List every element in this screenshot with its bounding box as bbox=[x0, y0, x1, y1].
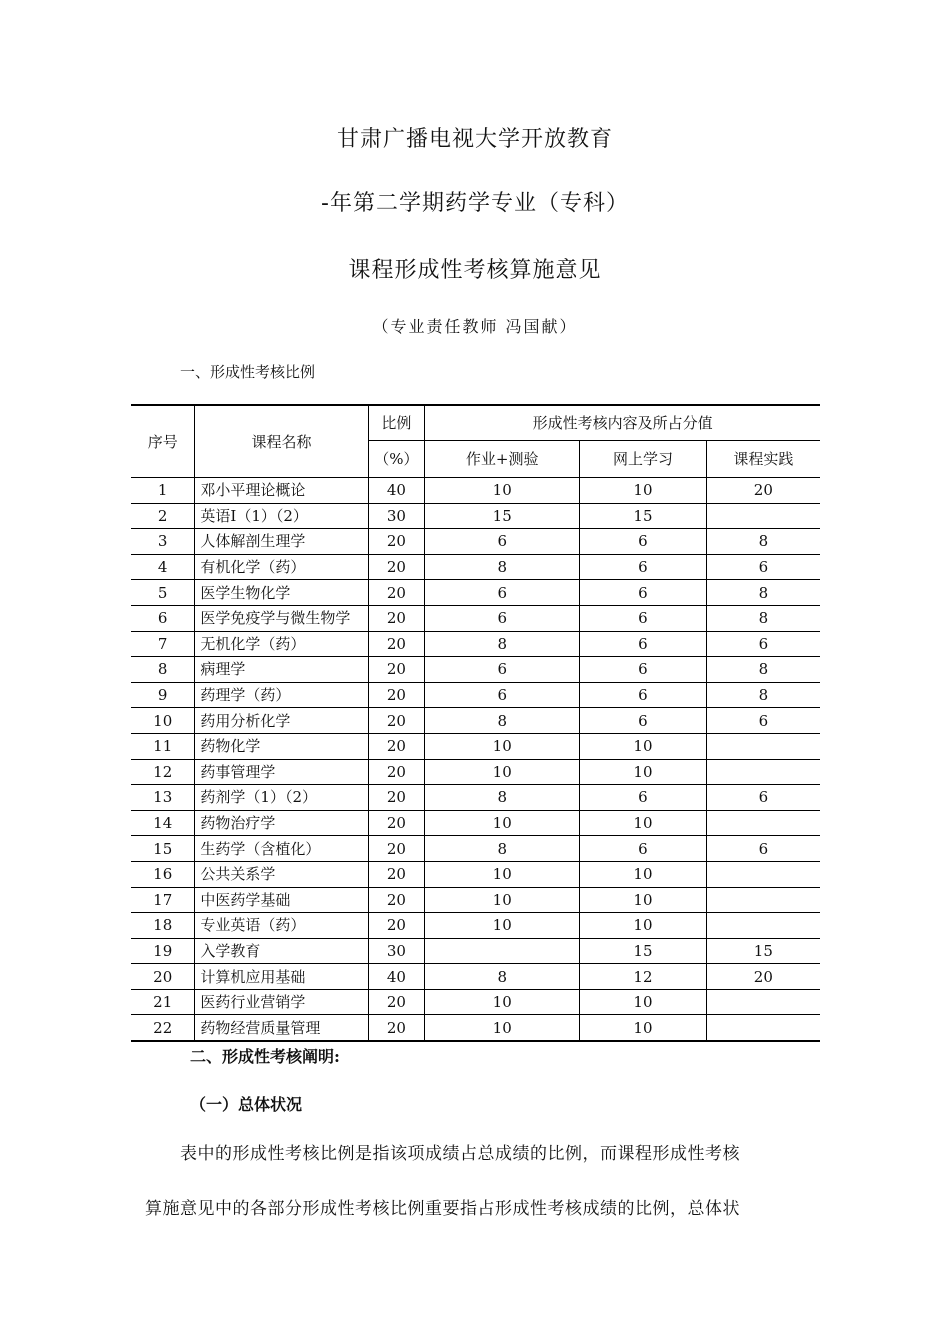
cell-seq: 1 bbox=[131, 478, 195, 504]
table-row bbox=[131, 785, 820, 811]
cell-seq: 2 bbox=[131, 503, 195, 529]
cell-online-learning: 10 bbox=[580, 810, 706, 836]
cell-course-name: 入学教育 bbox=[195, 938, 368, 964]
cell-homework-test: 10 bbox=[425, 733, 580, 759]
cell-course-practice: 20 bbox=[706, 964, 820, 990]
cell-course-practice bbox=[706, 913, 820, 939]
cell-homework-test: 8 bbox=[425, 964, 580, 990]
cell-seq: 6 bbox=[131, 605, 195, 631]
header-homework-test: 作业+测验 bbox=[425, 441, 580, 478]
cell-homework-test: 10 bbox=[425, 913, 580, 939]
cell-course-practice: 6 bbox=[706, 631, 820, 657]
cell-homework-test: 8 bbox=[425, 785, 580, 811]
cell-homework-test: 10 bbox=[425, 759, 580, 785]
cell-seq: 3 bbox=[131, 529, 195, 555]
table-row bbox=[131, 554, 820, 580]
responsible-teacher: （专业责任教师 冯国献） bbox=[372, 317, 578, 336]
cell-course-name: 中医药学基础 bbox=[195, 887, 368, 913]
table-row bbox=[131, 989, 820, 1015]
cell-homework-test: 10 bbox=[425, 810, 580, 836]
table-row bbox=[131, 529, 820, 555]
cell-course-name: 药用分析化学 bbox=[195, 708, 368, 734]
cell-ratio: 20 bbox=[368, 529, 425, 555]
header-ratio: 比例 bbox=[368, 405, 425, 441]
cell-ratio: 20 bbox=[368, 682, 425, 708]
cell-ratio: 20 bbox=[368, 554, 425, 580]
header-ratio-unit: （%） bbox=[368, 441, 425, 478]
cell-course-name: 药理学（药） bbox=[195, 682, 368, 708]
cell-ratio: 20 bbox=[368, 657, 425, 683]
cell-seq: 19 bbox=[131, 938, 195, 964]
cell-homework-test: 8 bbox=[425, 554, 580, 580]
cell-ratio: 20 bbox=[368, 785, 425, 811]
cell-course-practice bbox=[706, 503, 820, 529]
cell-seq: 10 bbox=[131, 708, 195, 734]
cell-course-name: 药剂学（1）（2） bbox=[195, 785, 368, 811]
cell-course-practice bbox=[706, 887, 820, 913]
cell-online-learning: 10 bbox=[580, 989, 706, 1015]
cell-course-practice: 8 bbox=[706, 580, 820, 606]
cell-homework-test: 8 bbox=[425, 836, 580, 862]
cell-online-learning: 10 bbox=[580, 1015, 706, 1041]
cell-ratio: 20 bbox=[368, 861, 425, 887]
table-row bbox=[131, 759, 820, 785]
cell-seq: 12 bbox=[131, 759, 195, 785]
cell-online-learning: 15 bbox=[580, 503, 706, 529]
cell-ratio: 20 bbox=[368, 733, 425, 759]
cell-ratio: 20 bbox=[368, 989, 425, 1015]
cell-seq: 11 bbox=[131, 733, 195, 759]
cell-online-learning: 10 bbox=[580, 733, 706, 759]
cell-course-name: 英语Ⅰ（1）（2） bbox=[195, 503, 368, 529]
cell-homework-test: 15 bbox=[425, 503, 580, 529]
cell-ratio: 30 bbox=[368, 938, 425, 964]
cell-ratio: 20 bbox=[368, 1015, 425, 1041]
cell-course-practice: 6 bbox=[706, 836, 820, 862]
cell-seq: 20 bbox=[131, 964, 195, 990]
table-row bbox=[131, 580, 820, 606]
cell-course-name: 无机化学（药） bbox=[195, 631, 368, 657]
cell-online-learning: 10 bbox=[580, 478, 706, 504]
table-row bbox=[131, 733, 820, 759]
cell-course-name: 人体解剖生理学 bbox=[195, 529, 368, 555]
cell-homework-test: 10 bbox=[425, 989, 580, 1015]
table-row bbox=[131, 503, 820, 529]
cell-online-learning: 12 bbox=[580, 964, 706, 990]
table-row bbox=[131, 631, 820, 657]
cell-course-name: 计算机应用基础 bbox=[195, 964, 368, 990]
section-heading-2: 二、形成性考核阐明: bbox=[190, 1047, 340, 1066]
cell-homework-test: 6 bbox=[425, 580, 580, 606]
cell-ratio: 20 bbox=[368, 913, 425, 939]
cell-homework-test: 8 bbox=[425, 631, 580, 657]
cell-course-name: 邓小平理论概论 bbox=[195, 478, 368, 504]
cell-online-learning: 6 bbox=[580, 529, 706, 555]
cell-online-learning: 6 bbox=[580, 605, 706, 631]
document-title-line1: 甘肃广播电视大学开放教育 bbox=[336, 127, 613, 152]
section-heading-1: 一、形成性考核比例 bbox=[180, 363, 316, 381]
cell-homework-test: 6 bbox=[425, 657, 580, 683]
cell-homework-test bbox=[425, 938, 580, 964]
table-row bbox=[131, 605, 820, 631]
cell-homework-test: 10 bbox=[425, 1015, 580, 1041]
cell-online-learning: 10 bbox=[580, 887, 706, 913]
paragraph-line-2: 算施意见中的各部分形成性考核比例重要指占形成性考核成绩的比例，总体状 bbox=[145, 1199, 740, 1219]
cell-homework-test: 6 bbox=[425, 529, 580, 555]
cell-ratio: 20 bbox=[368, 887, 425, 913]
table-row bbox=[131, 938, 820, 964]
cell-seq: 5 bbox=[131, 580, 195, 606]
header-online-learning: 网上学习 bbox=[580, 441, 706, 478]
cell-online-learning: 6 bbox=[580, 580, 706, 606]
cell-seq: 14 bbox=[131, 810, 195, 836]
cell-seq: 7 bbox=[131, 631, 195, 657]
cell-course-name: 药物化学 bbox=[195, 733, 368, 759]
table-row bbox=[131, 913, 820, 939]
cell-online-learning: 10 bbox=[580, 759, 706, 785]
cell-homework-test: 6 bbox=[425, 605, 580, 631]
cell-ratio: 30 bbox=[368, 503, 425, 529]
cell-course-name: 药物治疗学 bbox=[195, 810, 368, 836]
table-row bbox=[131, 1015, 820, 1041]
cell-course-practice bbox=[706, 1015, 820, 1041]
cell-ratio: 40 bbox=[368, 964, 425, 990]
assessment-ratio-table bbox=[131, 404, 820, 1042]
cell-online-learning: 6 bbox=[580, 631, 706, 657]
cell-ratio: 20 bbox=[368, 759, 425, 785]
table-row bbox=[131, 861, 820, 887]
cell-ratio: 20 bbox=[368, 708, 425, 734]
table-row bbox=[131, 657, 820, 683]
cell-homework-test: 10 bbox=[425, 861, 580, 887]
header-course-practice: 课程实践 bbox=[706, 441, 820, 478]
cell-course-practice bbox=[706, 810, 820, 836]
cell-course-name: 有机化学（药） bbox=[195, 554, 368, 580]
cell-course-name: 药事管理学 bbox=[195, 759, 368, 785]
cell-online-learning: 6 bbox=[580, 785, 706, 811]
cell-course-practice bbox=[706, 759, 820, 785]
cell-course-practice: 6 bbox=[706, 554, 820, 580]
table-row bbox=[131, 887, 820, 913]
cell-course-practice: 15 bbox=[706, 938, 820, 964]
cell-course-practice: 8 bbox=[706, 529, 820, 555]
cell-ratio: 20 bbox=[368, 580, 425, 606]
cell-seq: 22 bbox=[131, 1015, 195, 1041]
cell-course-name: 医药行业营销学 bbox=[195, 989, 368, 1015]
cell-course-practice: 6 bbox=[706, 708, 820, 734]
header-seq: 序号 bbox=[131, 405, 195, 478]
cell-seq: 21 bbox=[131, 989, 195, 1015]
cell-seq: 15 bbox=[131, 836, 195, 862]
cell-homework-test: 8 bbox=[425, 708, 580, 734]
cell-course-name: 公共关系学 bbox=[195, 861, 368, 887]
header-course-name: 课程名称 bbox=[195, 405, 368, 478]
cell-course-practice bbox=[706, 989, 820, 1015]
cell-seq: 13 bbox=[131, 785, 195, 811]
cell-homework-test: 10 bbox=[425, 478, 580, 504]
cell-course-name: 专业英语（药） bbox=[195, 913, 368, 939]
cell-online-learning: 6 bbox=[580, 708, 706, 734]
cell-online-learning: 6 bbox=[580, 682, 706, 708]
cell-seq: 9 bbox=[131, 682, 195, 708]
header-assessment-content: 形成性考核内容及所占分值 bbox=[425, 405, 820, 441]
table-row bbox=[131, 682, 820, 708]
cell-course-name: 医学生物化学 bbox=[195, 580, 368, 606]
cell-online-learning: 10 bbox=[580, 861, 706, 887]
cell-online-learning: 6 bbox=[580, 657, 706, 683]
cell-course-name: 病理学 bbox=[195, 657, 368, 683]
cell-homework-test: 10 bbox=[425, 887, 580, 913]
cell-online-learning: 6 bbox=[580, 554, 706, 580]
cell-course-practice bbox=[706, 733, 820, 759]
document-title-line3: 课程形成性考核算施意见 bbox=[348, 258, 602, 283]
cell-ratio: 20 bbox=[368, 605, 425, 631]
cell-seq: 18 bbox=[131, 913, 195, 939]
cell-course-name: 医学免疫学与微生物学 bbox=[195, 605, 368, 631]
table-row bbox=[131, 964, 820, 990]
cell-course-practice: 8 bbox=[706, 682, 820, 708]
cell-seq: 17 bbox=[131, 887, 195, 913]
table-row bbox=[131, 810, 820, 836]
table-row bbox=[131, 836, 820, 862]
cell-course-practice: 8 bbox=[706, 657, 820, 683]
cell-ratio: 40 bbox=[368, 478, 425, 504]
cell-course-practice: 20 bbox=[706, 478, 820, 504]
cell-ratio: 20 bbox=[368, 810, 425, 836]
subsection-heading-general: （一）总体状况 bbox=[190, 1095, 303, 1114]
cell-course-name: 生药学（含植化） bbox=[195, 836, 368, 862]
cell-ratio: 20 bbox=[368, 836, 425, 862]
cell-online-learning: 6 bbox=[580, 836, 706, 862]
cell-online-learning: 15 bbox=[580, 938, 706, 964]
cell-seq: 16 bbox=[131, 861, 195, 887]
paragraph-line-1: 表中的形成性考核比例是指该项成绩占总成绩的比例，而课程形成性考核 bbox=[180, 1144, 740, 1164]
cell-seq: 8 bbox=[131, 657, 195, 683]
table-row bbox=[131, 478, 820, 504]
cell-seq: 4 bbox=[131, 554, 195, 580]
cell-ratio: 20 bbox=[368, 631, 425, 657]
table-row bbox=[131, 708, 820, 734]
cell-course-practice: 6 bbox=[706, 785, 820, 811]
cell-homework-test: 6 bbox=[425, 682, 580, 708]
document-title-line2: -年第二学期药学专业（专科） bbox=[321, 191, 629, 216]
cell-course-practice bbox=[706, 861, 820, 887]
cell-course-practice: 8 bbox=[706, 605, 820, 631]
cell-online-learning: 10 bbox=[580, 913, 706, 939]
cell-course-name: 药物经营质量管理 bbox=[195, 1015, 368, 1041]
